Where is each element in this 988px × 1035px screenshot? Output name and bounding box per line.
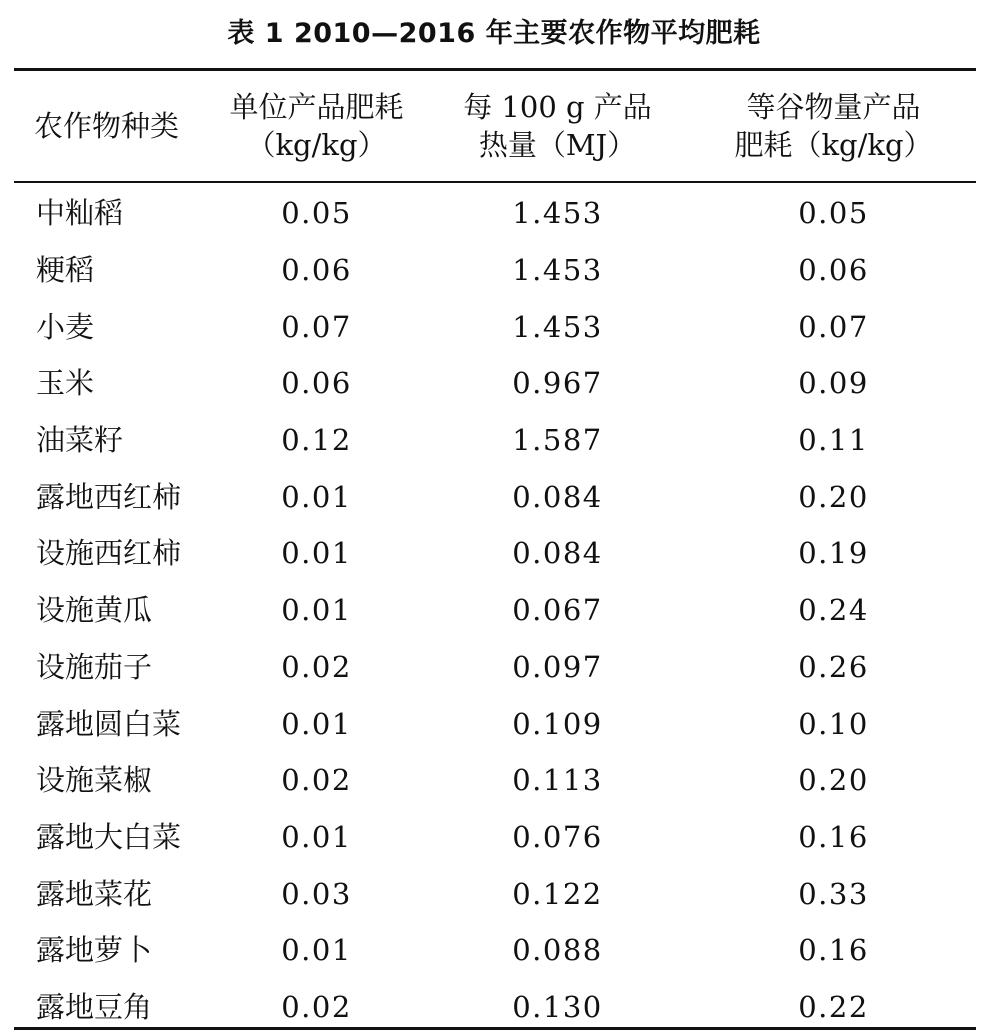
cell-heat: 1.453 <box>512 309 603 344</box>
cell-unit-fertilizer: 0.02 <box>281 763 352 798</box>
cell-grain-equivalent: 0.26 <box>798 649 869 684</box>
table-row <box>14 355 976 412</box>
table-header <box>14 71 976 181</box>
header-unit-fertilizer <box>209 71 424 181</box>
cell-crop: 玉米 <box>36 366 95 401</box>
header-unit-fertilizer-line1: 单位产品肥耗 <box>229 90 404 124</box>
table-row <box>14 242 976 299</box>
cell-grain-equivalent: 0.16 <box>798 819 869 854</box>
table-row <box>14 809 976 866</box>
cell-grain-equivalent: 0.20 <box>798 763 869 798</box>
table-row <box>14 695 976 752</box>
cell-unit-fertilizer: 0.02 <box>281 649 352 684</box>
table-row <box>14 752 976 809</box>
table-row <box>14 412 976 469</box>
cell-unit-fertilizer: 0.01 <box>281 933 352 968</box>
cell-grain-equivalent: 0.24 <box>798 593 869 628</box>
cell-crop: 露地西红柿 <box>36 479 182 514</box>
table-row <box>14 865 976 922</box>
cell-grain-equivalent: 0.09 <box>798 366 869 401</box>
cell-crop: 露地菜花 <box>36 876 153 911</box>
table-row <box>14 181 976 242</box>
cell-grain-equivalent: 0.33 <box>798 876 869 911</box>
cell-heat: 0.088 <box>512 933 603 968</box>
cell-grain-equivalent: 0.07 <box>798 309 869 344</box>
cell-heat: 0.109 <box>512 706 603 741</box>
header-crop-type-label: 农作物种类 <box>34 109 180 143</box>
cell-unit-fertilizer: 0.01 <box>281 536 352 571</box>
cell-crop: 中籼稻 <box>36 196 124 231</box>
cell-heat: 0.084 <box>512 536 603 571</box>
header-row <box>14 71 976 181</box>
cell-crop: 粳稻 <box>36 253 95 288</box>
cell-crop: 小麦 <box>36 309 95 344</box>
cell-grain-equivalent: 0.06 <box>798 253 869 288</box>
cell-crop: 露地大白菜 <box>36 819 182 854</box>
header-heat <box>424 71 691 181</box>
table-body <box>14 181 976 1035</box>
cell-unit-fertilizer: 0.03 <box>281 876 352 911</box>
cell-unit-fertilizer: 0.12 <box>281 423 352 458</box>
cell-heat: 0.067 <box>512 593 603 628</box>
table-row <box>14 922 976 979</box>
cell-crop: 露地萝卜 <box>36 933 153 968</box>
cell-grain-equivalent: 0.19 <box>798 536 869 571</box>
cell-heat: 1.453 <box>512 196 603 231</box>
table-row <box>14 468 976 525</box>
cell-unit-fertilizer: 0.06 <box>281 253 352 288</box>
table-row <box>14 582 976 639</box>
cell-unit-fertilizer: 0.05 <box>281 196 352 231</box>
cell-heat: 0.076 <box>512 819 603 854</box>
cell-heat: 0.113 <box>512 763 603 798</box>
header-unit-fertilizer-line2: （kg/kg） <box>246 128 387 162</box>
header-grain-equivalent-line1: 等谷物量产品 <box>746 90 921 124</box>
cell-heat: 0.084 <box>512 479 603 514</box>
cell-unit-fertilizer: 0.01 <box>281 706 352 741</box>
table-row <box>14 298 976 355</box>
fertilizer-table <box>14 71 976 1035</box>
cell-grain-equivalent: 0.20 <box>798 479 869 514</box>
header-heat-line1: 每 100 g 产品 <box>463 90 652 124</box>
cell-crop: 设施茄子 <box>36 649 153 684</box>
header-grain-equivalent <box>691 71 976 181</box>
table-row <box>14 979 976 1035</box>
table-row <box>14 525 976 582</box>
cell-heat: 0.097 <box>512 649 603 684</box>
table-caption: 表 1 2010—2016 年主要农作物平均肥耗 <box>227 18 761 49</box>
table-row <box>14 639 976 696</box>
cell-heat: 0.967 <box>512 366 603 401</box>
cell-unit-fertilizer: 0.01 <box>281 593 352 628</box>
cell-grain-equivalent: 0.11 <box>798 423 869 458</box>
header-grain-equivalent-line2: 肥耗（kg/kg） <box>734 128 933 162</box>
cell-heat: 0.122 <box>512 876 603 911</box>
cell-grain-equivalent: 0.05 <box>798 196 869 231</box>
header-heat-line2: 热量（MJ） <box>478 128 637 162</box>
cell-heat: 1.587 <box>512 423 603 458</box>
cell-grain-equivalent: 0.10 <box>798 706 869 741</box>
cell-crop: 露地豆角 <box>36 989 153 1024</box>
cell-unit-fertilizer: 0.06 <box>281 366 352 401</box>
cell-grain-equivalent: 0.16 <box>798 933 869 968</box>
header-crop-type <box>14 71 209 181</box>
cell-unit-fertilizer: 0.01 <box>281 819 352 854</box>
cell-unit-fertilizer: 0.01 <box>281 479 352 514</box>
cell-crop: 设施黄瓜 <box>36 593 153 628</box>
cell-crop: 设施菜椒 <box>36 763 153 798</box>
cell-unit-fertilizer: 0.07 <box>281 309 352 344</box>
cell-crop: 露地圆白菜 <box>36 706 182 741</box>
cell-heat: 0.130 <box>512 989 603 1024</box>
cell-crop: 设施西红柿 <box>36 536 182 571</box>
cell-grain-equivalent: 0.22 <box>798 989 869 1024</box>
cell-heat: 1.453 <box>512 253 603 288</box>
cell-crop: 油菜籽 <box>36 423 124 458</box>
cell-unit-fertilizer: 0.02 <box>281 989 352 1024</box>
